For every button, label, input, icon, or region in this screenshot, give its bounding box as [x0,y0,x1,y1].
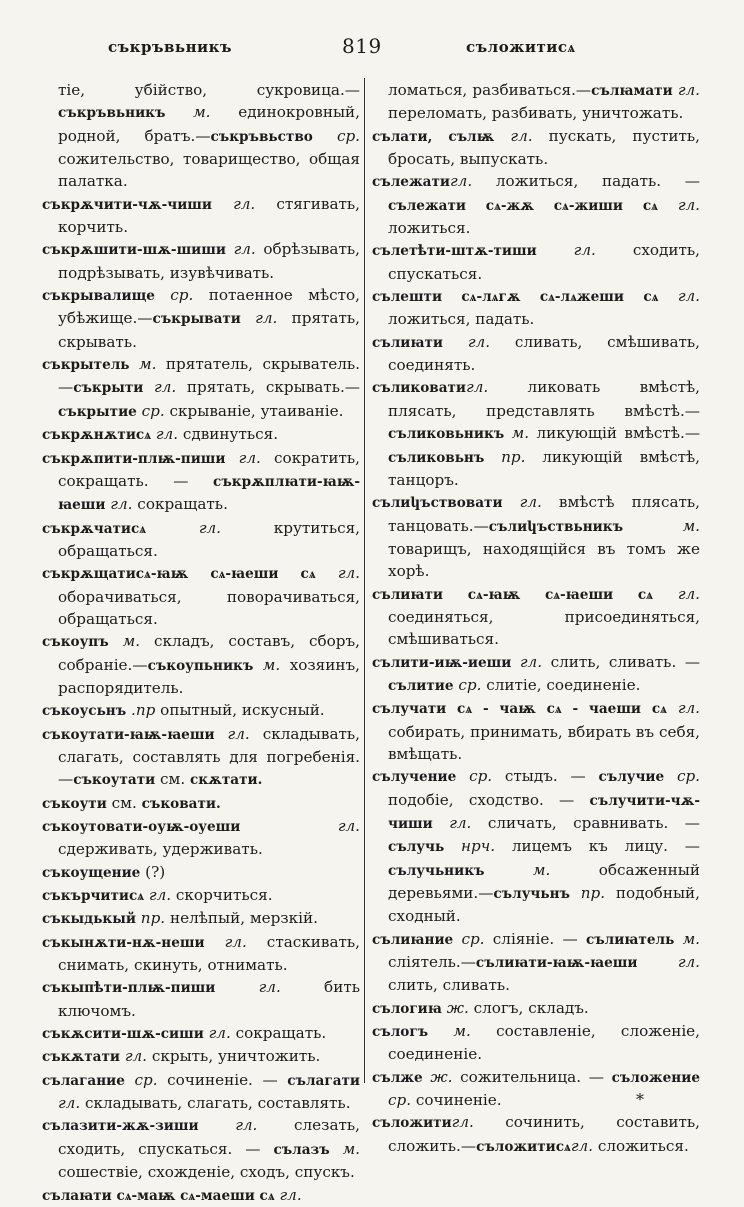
headword: съкрѫнѫтисѧ [42,427,152,444]
grammar-label: ср. [170,286,194,305]
definition-text: слитіе, соединеніе. [481,675,641,694]
definition-text [484,448,501,466]
definition-text: ложиться, падать. [388,310,535,329]
headword: съкрѫщатисѧ-ꙗѭ сѧ-ꙗеши сѧ [42,566,316,583]
grammar-label: гл. [233,194,256,213]
headword: сълитие [388,677,454,694]
definition-text: ложиться, падать. — [472,172,700,191]
grammar-label: гл. [677,699,700,718]
definition-text [570,884,581,902]
grammar-label: гл. [124,1047,148,1066]
definition-text: сдвинуться. [178,425,279,444]
grammar-label: ср. [141,401,165,420]
headword: сълиꙗтель [585,931,675,948]
headword: съкоути [42,795,107,812]
dictionary-entry [42,907,360,930]
grammar-label: гл. [451,1113,474,1132]
headword: съкрытие [58,403,137,420]
grammar-label: гл. [677,287,700,306]
dictionary-entry [42,976,360,1022]
grammar-label: м. [682,929,701,948]
dictionary-entry [372,170,700,239]
grammar-label: гл. [235,1116,258,1135]
definition-text: ложиться. [388,219,471,238]
grammar-label: м. [122,632,141,651]
definition-text [443,333,468,351]
definition-text: сократить, сокращать. — [58,448,360,490]
definition-text: подобный, сходный. [388,884,700,926]
definition-text [658,196,678,214]
grammar-label: гл. [337,817,360,835]
definition-text [623,517,683,535]
definition-text [205,933,225,951]
dictionary-entry [372,79,700,125]
headword: съкѫсити-шѫ-сиши [42,1026,204,1043]
headword: сълетѣти-штѫ-тиши [372,243,537,260]
definition-text [433,814,449,832]
headword: сълучьникъ [388,862,485,879]
definition-text [253,656,262,674]
definition-text: см. [155,770,191,789]
headword: съкоутати [73,772,156,789]
headword: сълучати сѧ - чаѭ сѧ - чаеши сѧ [372,701,667,718]
definition-text: прятать, скрывать. [58,309,360,351]
dictionary-entry [42,238,360,284]
dictionary-entry [372,928,700,997]
definition-text [240,817,337,835]
definition-text: бить ключомъ. [58,978,360,1020]
grammar-label: гл. [110,495,133,514]
definition-text: сошествіе, схожденіе, сходъ, спускъ. [58,1163,355,1182]
definition-text: скрыть, уничтожить. [147,1047,321,1066]
definition-text: сливать, смѣшивать, соединять. [388,332,701,375]
definition-text [155,286,170,304]
dictionary-entry [42,699,360,722]
definition-text [143,378,154,396]
grammar-label: гл. [570,1136,594,1155]
headword: съложити [372,1115,452,1132]
headword: сълазъ [273,1141,330,1158]
definition-text: сліяніе. — [484,929,586,948]
dictionary-entry [372,376,700,491]
definition-text [637,953,677,971]
headword: съкоусьнъ [42,703,127,720]
dictionary-entry [42,1184,360,1207]
grammar-label: м. [682,516,700,535]
grammar-label: м. [453,1022,471,1041]
headword: сълꙗмати [591,83,673,99]
definition-text [667,699,678,717]
headword: сълучение [372,769,457,786]
dictionary-entry [372,765,700,927]
definition-text: скрываніе, утаиваніе. [164,401,344,420]
grammar-label: гл. [198,518,222,537]
dictionary-entry [42,723,360,792]
definition-text: сожительство, товарищество, общая палатка. [58,150,360,191]
dictionary-entry [372,583,700,651]
headword: съложитисѧ [476,1138,571,1155]
headword: сълогъ [372,1024,429,1041]
headword: съликовьнъ [388,449,485,466]
headword: съкынѫти-нѫ-неши [42,934,205,951]
definition-text: сходить, спускаться. [388,241,701,283]
headword: сълаꙗти сѧ-маѭ сѧ-маеши сѧ [42,1187,275,1204]
definition-text [444,837,461,855]
header-left-word: съкръвьникъ [108,38,233,56]
definition-text [146,519,199,537]
grammar-label: гл. [466,378,489,397]
definition-text: стаскивать, снимать, скинуть, отнимать. [58,932,360,975]
dictionary-entry [42,447,360,517]
definition-text: стыдъ. — [492,767,599,786]
grammar-label: м. [193,103,211,122]
dictionary-entry [42,517,360,563]
definition-text: ликующій вмѣстѣ.— [529,424,701,443]
headword: съликовьникъ [388,426,505,443]
grammar-label: гл. [573,241,596,260]
definition-text: лицемъ къ лицу. — [495,837,700,856]
definition-text: потаенное мѣсто, убѣжище.— [58,286,360,328]
headword: съковати. [141,795,221,812]
dictionary-entry [42,861,360,884]
definition-text [212,195,233,213]
definition-text: (?) [140,862,166,881]
headword: съкръвьникъ [58,105,166,122]
headword: сълучьнъ [493,886,570,903]
definition-text [165,103,193,121]
running-header [0,34,744,68]
definition-text: сложиться. [593,1136,689,1155]
headword: съкоутати-ꙗѭ-ꙗеши [42,726,215,743]
definition-text [313,127,337,145]
definition-text [658,287,677,305]
grammar-label: м. [139,355,157,374]
grammar-label: гл. [677,81,701,99]
grammar-label: гл. [148,886,172,905]
headword: съкрытель [42,357,130,374]
definition-text: сокращать. [230,1024,327,1043]
definition-text [456,767,469,785]
grammar-label: гл. [258,978,281,997]
dictionary-entry [42,1069,360,1115]
headword: сълиկъствовати [372,495,503,512]
headword: сълогиꙗ [372,1000,442,1017]
definition-text: сочиненіе. [411,1091,502,1110]
grammar-label: пр. [501,447,526,466]
definition-text [664,767,677,785]
headword: сълежати сѧ-жѫ сѧ-жиши сѧ [388,197,658,214]
definition-text: подобіе, сходство. — [388,790,590,809]
grammar-label: пр. [580,884,606,903]
definition-text: тіе, убійство, сукровица.— [58,81,360,99]
definition-text: соединяться, присоединяться, смѣшиваться. [388,607,700,649]
headword: съкоущение [42,864,141,881]
grammar-label: ср. [458,675,482,694]
definition-text [330,1140,343,1158]
definition-text: сочиненіе. — [157,1070,288,1089]
headword: скѫтати. [190,772,263,789]
page-number: 819 [342,34,382,58]
definition-text [226,240,234,258]
left-column [42,79,360,1207]
definition-text: скорчиться. [171,886,273,905]
definition-text: крутиться, обращаться. [58,518,361,560]
definition-text: стягивать, корчить. [58,194,360,237]
grammar-label: ср. [469,767,493,786]
headword: съкрѫплꙗти-ꙗѭ-ꙗеши [58,473,360,514]
headword: сълазити-жѫ-зиши [42,1118,199,1135]
definition-text: пускать, пустить, бросать, выпускать. [388,126,700,169]
definition-text [537,241,574,259]
definition-text [494,127,510,145]
definition-text: сожительница. — [452,1067,612,1086]
definition-text [504,424,511,442]
grammar-label: ср. [461,929,485,948]
dictionary-entry [42,630,360,699]
headword: съкыдькый [42,911,136,928]
dictionary-entry [42,1022,360,1045]
definition-text [674,930,682,948]
dictionary-entry [372,331,700,377]
definition-text [511,653,520,671]
definition-text: слить, сливать. — [542,652,701,671]
dictionary-entry [42,423,360,446]
definition-text [199,1116,236,1134]
headword: сълежати [372,174,450,191]
dictionary-entry [42,284,360,353]
definition-text: слогъ, складъ. [468,998,589,1017]
definition-text: составленіе, сложеніе, соединеніе. [388,1022,700,1064]
grammar-label: гл. [519,652,543,671]
dictionary-entry [372,1020,700,1066]
grammar-label: гл. [337,564,360,583]
definition-text [215,725,228,743]
definition-text: слiятель.— [388,953,476,972]
definition-text: собирать, принимать, вбирать въ себя, вмѣщать. [388,722,700,763]
grammar-label: ж. [430,1067,453,1086]
headword: сълиꙗние [372,931,454,948]
dictionary-entry [42,931,360,977]
dictionary-entry [372,239,700,285]
grammar-label: гл. [208,1024,231,1043]
column-divider [364,78,365,1083]
definition-text [316,564,338,582]
definition-text: ликовать вмѣстѣ, плясать, представлять вмѣстѣ.— [388,378,700,420]
grammar-label: гл. [449,172,473,191]
definition-text: обсаженный деревьями.— [388,860,701,903]
headword: сълиꙗти [372,334,443,351]
definition-text: опытный, искусный. [155,701,325,720]
headword: съкрывалище [42,288,155,305]
definition-text [215,978,258,996]
headword: съкрѫпити-плѭ-пиши [42,450,226,467]
dictionary-entry [372,651,700,698]
definition-text [109,632,123,650]
footer-mark: * [636,1090,644,1109]
grammar-label: ср. [336,126,360,145]
grammar-label: гл. [238,448,261,467]
grammar-label: ж. [446,998,469,1017]
headword: съкрыти [73,380,144,397]
definition-text: оборачиваться, поворачиваться, обращаться. [58,587,360,628]
definition-text: ломаться, разбиваться.— [388,81,592,99]
grammar-label: .пр [131,701,156,720]
definition-text [503,493,520,511]
definition-text: нелѣпый, мерзкій. [165,909,318,928]
headword: сълати, сълѭ [372,128,495,145]
headword: съкръвьство [210,128,313,145]
headword: сълиկъствьникъ [488,518,624,535]
dictionary-entry [372,285,700,331]
definition-text: см. [106,793,142,812]
definition-text: хозяинъ, распорядитель. [58,655,361,697]
definition-text: складывать, слагать, составлять для погребенія. — [58,724,360,789]
definition-text: вмѣстѣ плясать, танцовать.— [388,493,701,535]
headword: съкоутовати-оуѭ-оуеши [42,819,241,835]
dictionary-entry [42,884,360,907]
definition-text: сдерживать, удерживать. [58,840,263,859]
grammar-label: гл. [677,953,700,972]
dictionary-entry [372,697,700,765]
headword: сълучие [598,769,665,786]
headword: сълиꙗти сѧ-ꙗѭ сѧ-ꙗеши сѧ [372,586,653,603]
dictionary-entry [372,491,700,582]
dictionary-entry [42,562,360,630]
dictionary-entry [372,997,700,1020]
definition-text: обрѣзывать, подрѣзывать, изувѣчивать. [58,240,360,282]
grammar-label: гл. [154,378,177,397]
grammar-label: гл. [677,584,700,603]
definition-text [484,861,532,879]
headword: съкыпѣти-плѭ-пиши [42,980,216,997]
grammar-label: гл. [519,493,542,512]
definition-text [428,1022,453,1040]
dictionary-entry [42,792,360,815]
grammar-label: гл. [279,1185,302,1204]
headword: съкѫтати [42,1049,120,1066]
definition-text: складъ, составъ, сборъ, собраніе.— [58,632,361,674]
grammar-label: м. [342,1139,361,1158]
definition-text: сокращать. [132,495,228,514]
dictionary-entry [372,125,700,171]
definition-text: сличать, сравнивать. — [471,814,700,832]
definition-text [241,309,255,327]
grammar-label: гл. [449,814,472,832]
dictionary-entry [42,1045,360,1068]
grammar-label: ср. [676,767,701,786]
definition-text [653,585,678,603]
headword: съкоупъ [42,634,109,651]
grammar-label: ср. [388,1091,412,1110]
dictionary-entry [42,193,360,239]
headword: сълучити-чѫ-чиши [388,792,700,832]
definition-text: слить, сливать. [388,976,510,995]
grammar-label: гл. [255,309,278,328]
grammar-label: нрч. [461,837,496,856]
grammar-label: ср. [134,1070,158,1089]
headword: съкоупьникъ [147,657,254,674]
grammar-label: гл. [224,932,247,951]
definition-text: складывать, слагать, составлять. [80,1094,351,1113]
definition-text: единокровный, родной, братъ.— [58,103,360,145]
definition-text [130,355,139,373]
dictionary-entry [42,353,360,423]
headword: съликовати [372,380,467,397]
grammar-label: гл. [155,425,179,444]
grammar-label: м. [532,860,551,879]
dictionary-entry [372,1111,700,1158]
headword: съкрѫчити-чѫ-чиши [42,196,212,213]
grammar-label: гл. [233,240,256,259]
dictionary-entry [42,79,360,193]
headword: съкърчитисѧ [42,888,145,905]
dictionary-entry [42,1114,360,1183]
headword: сълагати [287,1072,361,1089]
definition-text: прятатель, скрыватель. — [58,355,360,397]
grammar-label: м. [262,655,281,674]
headword: съкрѫшити-шѫ-шиши [42,242,226,259]
headword: сълешти сѧ-лѧгѫ сѧ-лѧжеши сѧ [372,289,659,306]
dictionary-entry [42,815,360,861]
grammar-label: гл. [467,332,491,351]
grammar-label: гл. [677,195,701,214]
right-column [372,79,700,1158]
grammar-label: гл. [510,126,533,145]
headword: сълиꙗти-ꙗѭ-ꙗеши [475,955,638,972]
header-right-word: съложитисѧ [466,38,576,56]
definition-text: переломать, разбивать, уничтожать. [388,104,684,123]
headword: съкрѫчатисѧ [42,520,147,537]
definition-text: товарищъ, находящійся въ томъ же хорѣ. [388,539,700,581]
headword: съкрывати [152,311,241,328]
definition-text [125,1071,135,1089]
headword: сължe [372,1069,423,1086]
headword: сълити-иѭ-иеши [372,654,512,671]
dictionary-entry [372,1066,700,1112]
definition-text: ликующій вмѣстѣ, танцоръ. [388,447,701,489]
definition-text: прятать, скрывать.— [176,378,360,397]
headword: сълучь [388,839,445,856]
headword: съложение [611,1069,700,1086]
definition-text: сочинить, составить, сложить.— [388,1113,700,1155]
grammar-label: пр. [140,909,166,928]
grammar-label: гл. [58,1094,81,1113]
grammar-label: м. [511,424,530,443]
definition-text [225,449,238,467]
definition-text: слезать, сходить, спускаться. — [58,1116,361,1158]
grammar-label: гл. [227,724,250,743]
headword: сълагание [42,1072,125,1089]
